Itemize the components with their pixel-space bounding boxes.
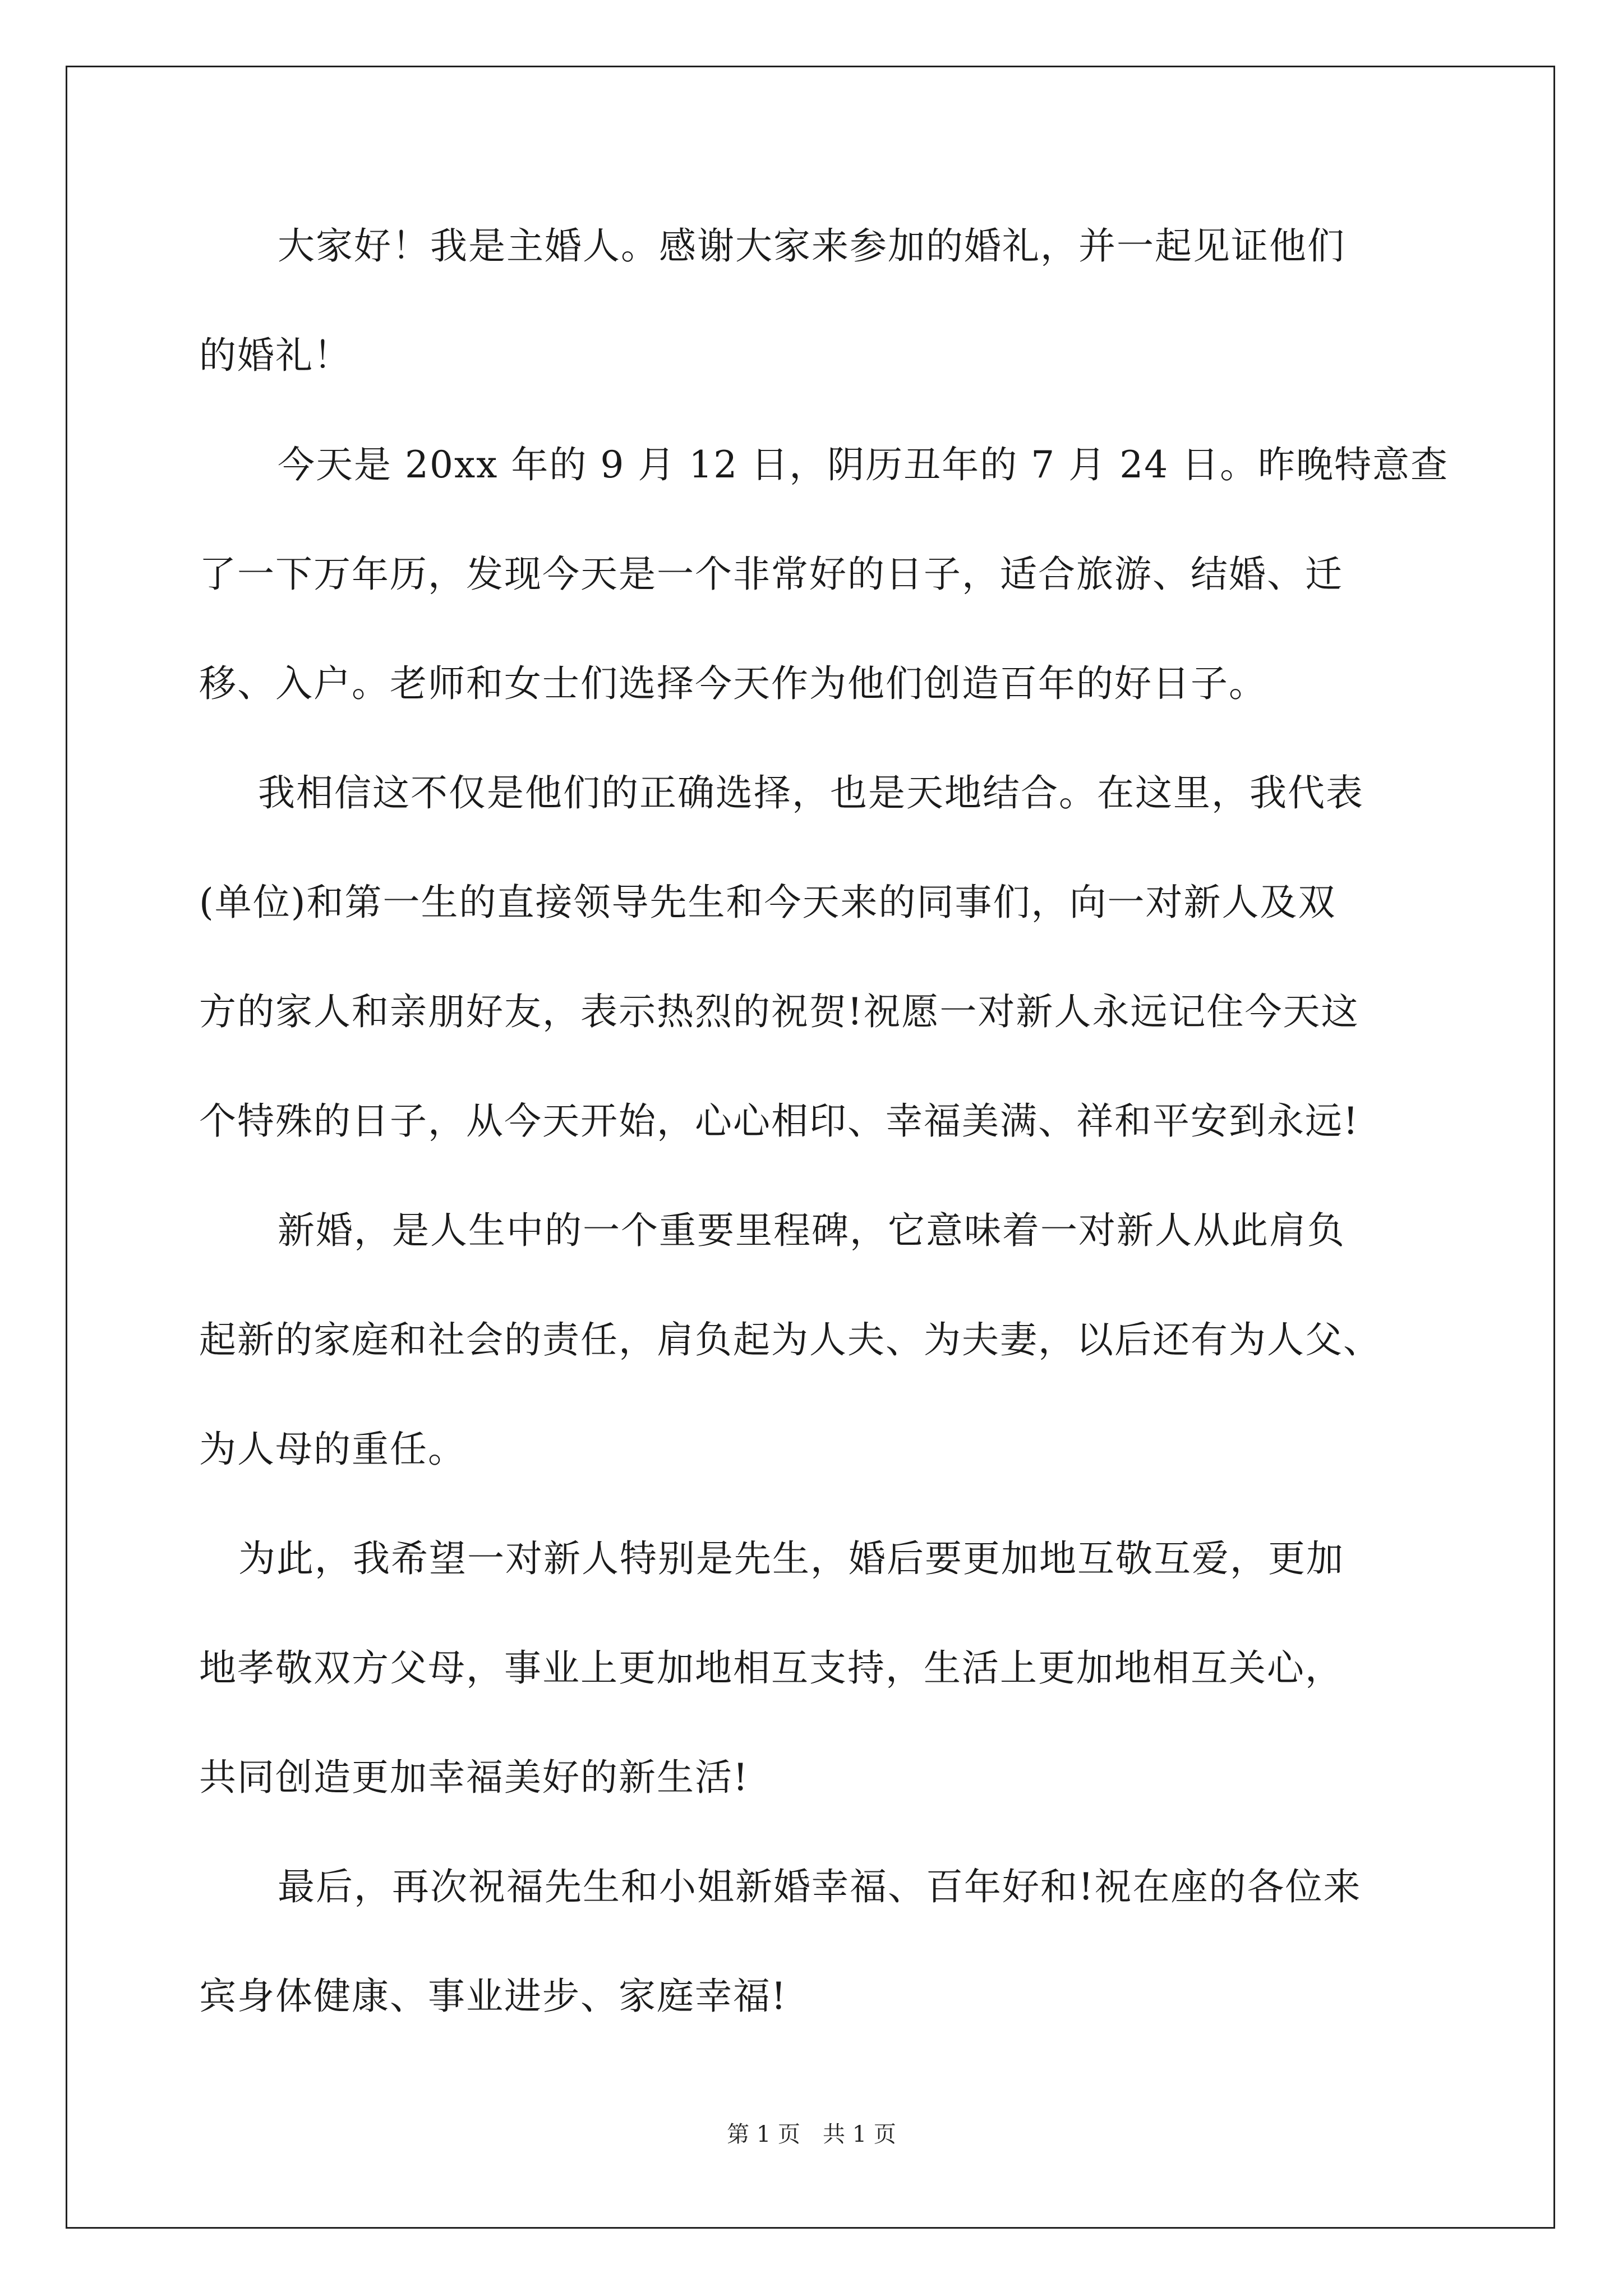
paragraph-3-line-4: 个特殊的日子，从今天开始，心心相印、幸福美满、祥和平安到永远! — [199, 1099, 1359, 1143]
paragraph-6-line-2: 宾身体健康、事业进步、家庭幸福! — [199, 1975, 787, 2018]
paragraph-3-line-1: 我相信这不仅是他们的正确选择，也是天地结合。在这里，我代表 — [258, 771, 1364, 815]
paragraph-2-line-3: 移、入户。老师和女士们选择今天作为他们创造百年的好日子。 — [199, 662, 1267, 705]
paragraph-4-line-3: 为人母的重任。 — [199, 1428, 466, 1471]
paragraph-4-line-2: 起新的家庭和社会的责任，肩负起为人夫、为夫妻，以后还有为人父、 — [199, 1318, 1381, 1361]
paragraph-2-line-1: 今天是 20xx 年的 9 月 12 日，阴历丑年的 7 月 24 日。昨晚特意查 — [278, 443, 1449, 486]
paragraph-5-line-3: 共同创造更加幸福美好的新生活! — [199, 1756, 749, 1799]
paragraph-1-line-1: 大家好！我是主婚人。感谢大家来参加的婚礼，并一起见证他们 — [278, 224, 1345, 268]
paragraph-4-line-1: 新婚，是人生中的一个重要里程碑，它意味着一对新人从此肩负 — [278, 1209, 1345, 1252]
paragraph-5-line-1: 为此，我希望一对新人特别是先生，婚后要更加地互敬互爱，更加 — [238, 1537, 1344, 1580]
paragraph-3-line-2: (单位)和第一生的直接领导先生和今天来的同事们，向一对新人及双 — [199, 881, 1336, 924]
paragraph-5-line-2: 地孝敬双方父母，事业上更加地相互支持，生活上更加地相互关心， — [199, 1646, 1343, 1690]
paragraph-3-line-3: 方的家人和亲朋好友，表示热烈的祝贺!祝愿一对新人永远记住今天这 — [199, 990, 1359, 1033]
paragraph-2-line-2: 了一下万年历，发现今天是一个非常好的日子，适合旅游、结婚、迁 — [199, 553, 1343, 596]
paragraph-1-line-2: 的婚礼！ — [199, 334, 352, 377]
paragraph-6-line-1: 最后，再次祝福先生和小姐新婚幸福、百年好和!祝在座的各位来 — [278, 1865, 1362, 1908]
page-number-footer: 第 1 页 共 1 页 — [727, 2122, 896, 2147]
